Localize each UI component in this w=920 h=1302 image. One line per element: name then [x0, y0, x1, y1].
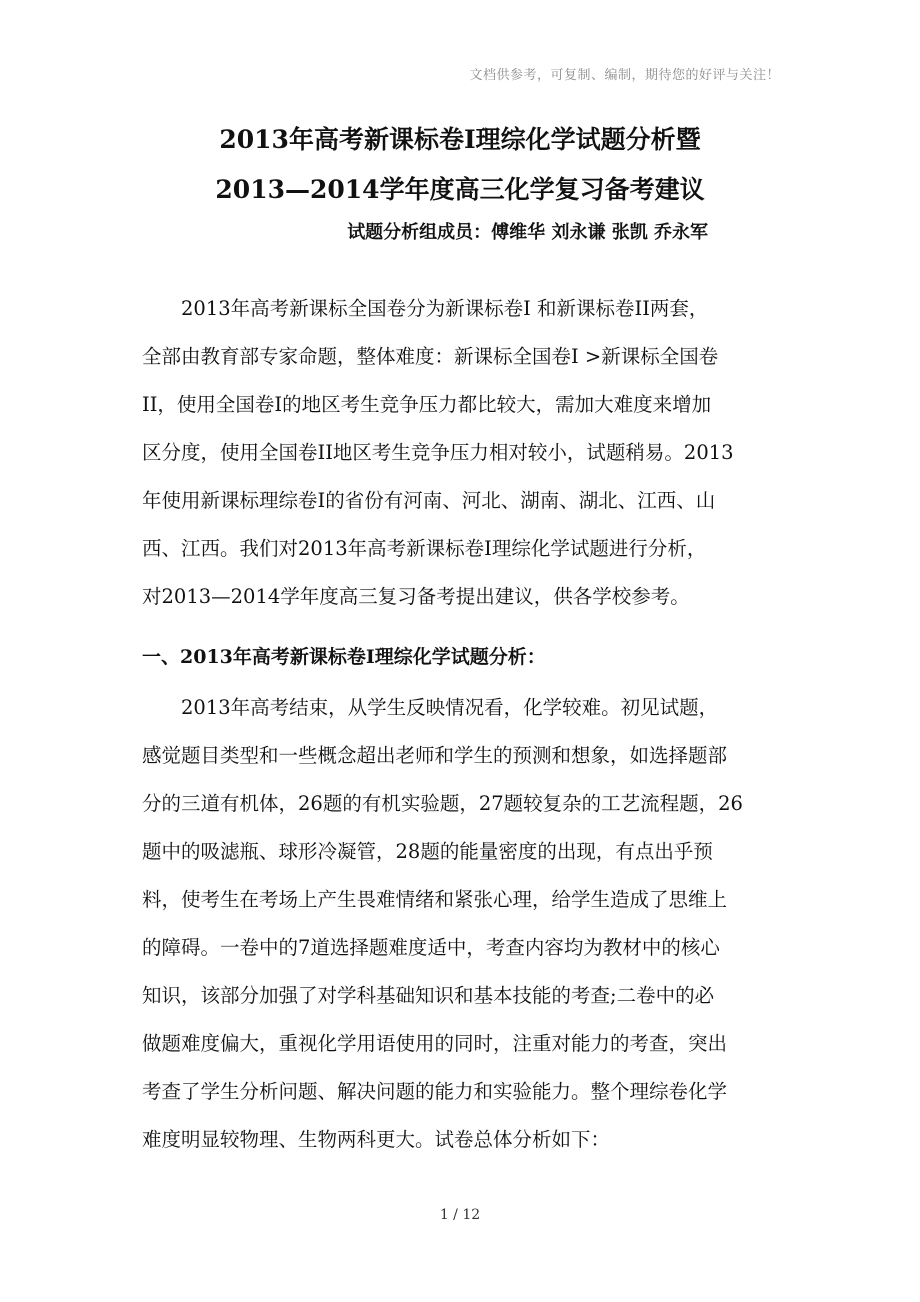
paragraph-line: 西、江西。我们对2013年高考新课标卷Ⅰ理综化学试题进行分析， — [142, 537, 707, 560]
paragraph-line: 2013年高考结束，从学生反映情况看，化学较难。初见试题， — [181, 696, 719, 719]
paragraph-line: 2013年高考新课标全国卷分为新课标卷Ⅰ 和新课标卷II两套， — [181, 297, 709, 320]
paragraph-line: 感觉题目类型和一些概念超出老师和学生的预测和想象，如选择题部 — [142, 744, 728, 767]
paragraph-line: 料，使考生在考场上产生畏难情绪和紧张心理，给学生造成了思维上 — [142, 888, 728, 911]
paragraph-line: 对2013—2014学年度高三复习备考提出建议，供各学校参考。 — [142, 585, 690, 608]
section-heading: 一、2013年高考新课标卷I理综化学试题分析： — [142, 646, 546, 668]
section-paragraph — [142, 684, 792, 1164]
paragraph-line: 区分度，使用全国卷II地区考生竞争压力相对较小，试题稍易。2013 — [142, 441, 734, 464]
paragraph-line: 做题难度偏大，重视化学用语使用的同时，注重对能力的考查，突出 — [142, 1032, 728, 1055]
header-note: 文档供参考，可复制、编制，期待您的好评与关注！ — [469, 68, 780, 83]
paragraph-line: II，使用全国卷I的地区考生竞争压力都比较大，需加大难度来增加 — [142, 393, 712, 416]
paragraph-line: 的障碍。一卷中的7道选择题难度适中，考查内容均为教材中的核心 — [142, 936, 720, 959]
intro-paragraph — [142, 285, 792, 621]
paragraph-line: 考查了学生分析问题、解决问题的能力和实验能力。整个理综卷化学 — [142, 1080, 728, 1103]
document-title-line-1: 2013年高考新课标卷Ⅰ理综化学试题分析暨 — [219, 125, 701, 154]
paragraph-line: 难度明显较物理、生物两科更大。试卷总体分析如下： — [142, 1128, 611, 1151]
author-list: 试题分析组成员：傅维华 刘永谦 张凯 乔永军 — [347, 222, 708, 243]
document-title-line-2: 2013—2014学年度高三化学复习备考建议 — [215, 175, 705, 204]
paragraph-line: 知识，该部分加强了对学科基础知识和基本技能的考查;二卷中的必 — [142, 984, 715, 1007]
paragraph-line: 年使用新课标理综卷Ⅰ的省份有河南、河北、湖南、湖北、江西、山 — [142, 489, 716, 512]
paragraph-line: 全部由教育部专家命题，整体难度：新课标全国卷Ⅰ >新课标全国卷 — [142, 345, 719, 368]
page-number: 1 / 12 — [439, 1207, 481, 1223]
paragraph-line: 题中的吸滤瓶、球形冷凝管，28题的能量密度的出现，有点出乎预 — [142, 840, 713, 863]
paragraph-line: 分的三道有机体，26题的有机实验题，27题较复杂的工艺流程题，26 — [142, 792, 743, 815]
